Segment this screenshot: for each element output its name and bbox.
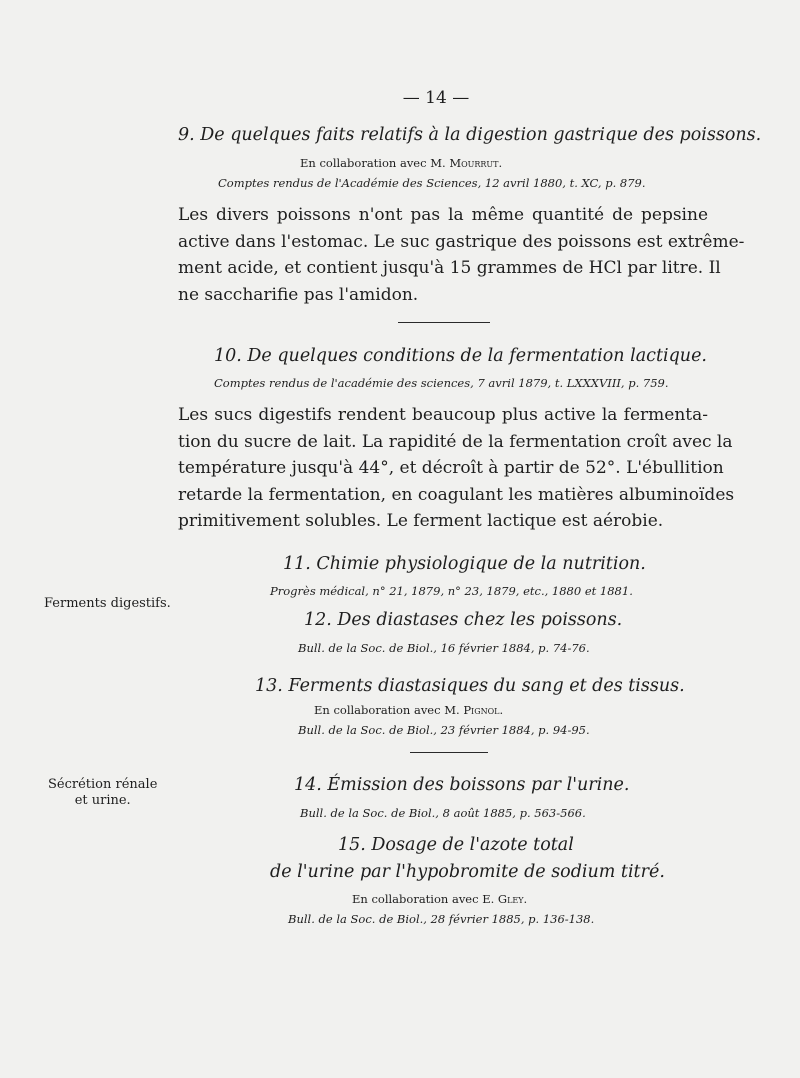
entry-13-collaboration <box>314 703 503 717</box>
margin-note-line: Sécrétion rénale <box>48 777 158 792</box>
margin-note-line: et urine. <box>74 793 131 808</box>
collab-name: Mourrut. <box>449 156 503 170</box>
entry-13-reference: Bull. de la Soc. de Biol., 23 février 1884, p. 94-95. <box>298 723 590 737</box>
entry-15-title-line1: 15. Dosage de l'azote total <box>338 835 574 855</box>
collab-prefix: En collaboration avec E. <box>352 892 495 906</box>
collab-name: Gley. <box>497 892 528 906</box>
entry-9-title: 9. De quelques faits relatifs à la digestion gastrique des poissons. <box>178 125 762 145</box>
body-line: tion du sucre de lait. La rapidité de la fermentation croît avec la <box>178 431 733 452</box>
entry-15-collaboration <box>352 892 527 906</box>
section-divider <box>410 752 488 753</box>
page-number: — 14 — <box>402 88 470 108</box>
entry-11-reference: Progrès médical, n° 21, 1879, n° 23, 1879, etc., 1880 et 1881. <box>270 584 633 598</box>
entry-12-reference: Bull. de la Soc. de Biol., 16 février 1884, p. 74-76. <box>298 641 590 655</box>
entry-10-body <box>178 402 735 535</box>
entry-13-title: 13. Ferments diastasiques du sang et des tissus. <box>255 676 685 696</box>
collab-prefix: En collaboration avec M. <box>300 156 446 170</box>
entry-14-reference: Bull. de la Soc. de Biol., 8 août 1885, p. 563-566. <box>300 806 586 820</box>
entry-11-title: 11. Chimie physiologique de la nutrition. <box>283 554 646 574</box>
entry-15-title-line2: de l'urine par l'hypobromite de sodium titré. <box>270 862 665 882</box>
section-divider <box>398 322 490 323</box>
entry-14-title: 14. Émission des boissons par l'urine. <box>294 775 630 795</box>
collab-prefix: En collaboration avec M. <box>314 703 460 717</box>
entry-10-reference: Comptes rendus de l'académie des sciences, 7 avril 1879, t. LXXXVIII, p. 759. <box>214 376 669 390</box>
margin-note-secretion <box>48 777 157 809</box>
margin-note-ferments: Ferments digestifs. <box>44 596 171 611</box>
collab-name: Pignol. <box>463 703 504 717</box>
entry-9-collaboration <box>300 156 502 170</box>
body-line: retarde la fermentation, en coagulant les matières albuminoïdes <box>178 484 735 505</box>
entry-15-reference: Bull. de la Soc. de Biol., 28 février 1885, p. 136-138. <box>288 912 595 926</box>
body-line: active dans l'estomac. Le suc gastrique des poissons est extrême- <box>178 231 745 252</box>
body-line: ne saccharifie pas l'amidon. <box>178 284 419 305</box>
body-line: température jusqu'à 44°, et décroît à partir de 52°. L'ébullition <box>178 458 724 478</box>
body-line: Les sucs digestifs rendent beaucoup plus active la fermenta- <box>178 405 708 425</box>
body-line: ment acide, et contient jusqu'à 15 grammes de HCl par litre. Il <box>178 258 721 278</box>
body-line: Les divers poissons n'ont pas la même quantité de pepsine <box>178 205 708 225</box>
body-line: primitivement solubles. Le ferment lactique est aérobie. <box>178 511 664 531</box>
entry-12-title: 12. Des diastases chez les poissons. <box>304 610 623 630</box>
entry-10-title: 10. De quelques conditions de la fermentation lactique. <box>214 346 707 366</box>
entry-9-body <box>178 202 745 308</box>
entry-9-reference: Comptes rendus de l'Académie des Sciences, 12 avril 1880, t. XC, p. 879. <box>218 176 646 190</box>
